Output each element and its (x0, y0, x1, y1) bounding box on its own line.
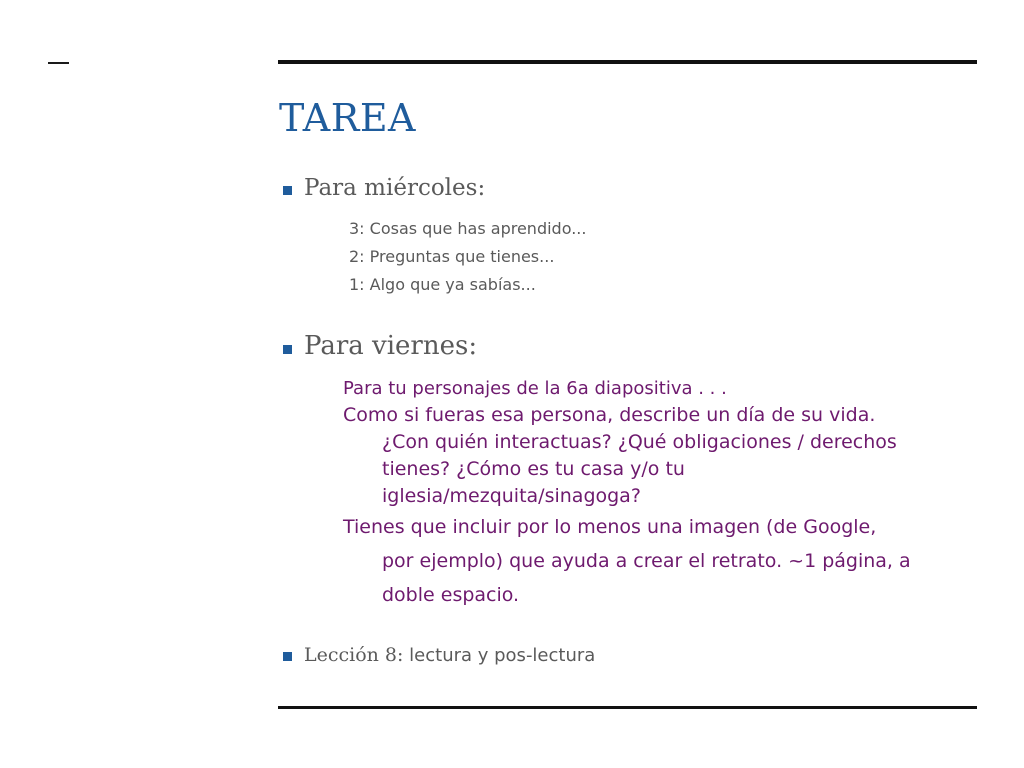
wednesday-list (349, 217, 586, 301)
list-item: 1: Algo que ya sabías... (349, 275, 536, 294)
assignment-line: Para tu personajes de la 6a diapositiva . . . (343, 378, 727, 399)
square-bullet-icon (283, 186, 292, 195)
list-item: 2: Preguntas que tienes... (349, 247, 555, 266)
top-rule (278, 60, 977, 64)
heading-wednesday: Para miércoles: (304, 175, 486, 201)
bottom-rule (278, 706, 977, 709)
assignment-line: iglesia/mezquita/sinagoga? (382, 485, 641, 507)
assignment-line: ¿Con quién interactuas? ¿Qué obligaciones / derechos (382, 431, 897, 453)
friday-assignment (343, 375, 983, 612)
slide-title: TAREA (279, 96, 417, 140)
assignment-line: Como si fueras esa persona, describe un día de su vida. (343, 404, 876, 426)
list-item: 3: Cosas que has aprendido... (349, 219, 587, 238)
assignment-line: Tienes que incluir por lo menos una imagen (de Google, (343, 516, 877, 538)
square-bullet-icon (283, 345, 292, 354)
square-bullet-icon (283, 652, 292, 661)
leccion-label: Lección 8: (304, 644, 404, 666)
corner-dash (48, 62, 69, 64)
heading-friday: Para viernes: (304, 331, 478, 361)
assignment-line: tienes? ¿Cómo es tu casa y/o tu (382, 458, 685, 480)
assignment-line: doble espacio. (382, 584, 520, 606)
leccion-text: lectura y pos-lectura (403, 645, 596, 666)
heading-leccion (304, 644, 595, 666)
assignment-line: por ejemplo) que ayuda a crear el retrato. ~1 página, a (382, 550, 911, 572)
